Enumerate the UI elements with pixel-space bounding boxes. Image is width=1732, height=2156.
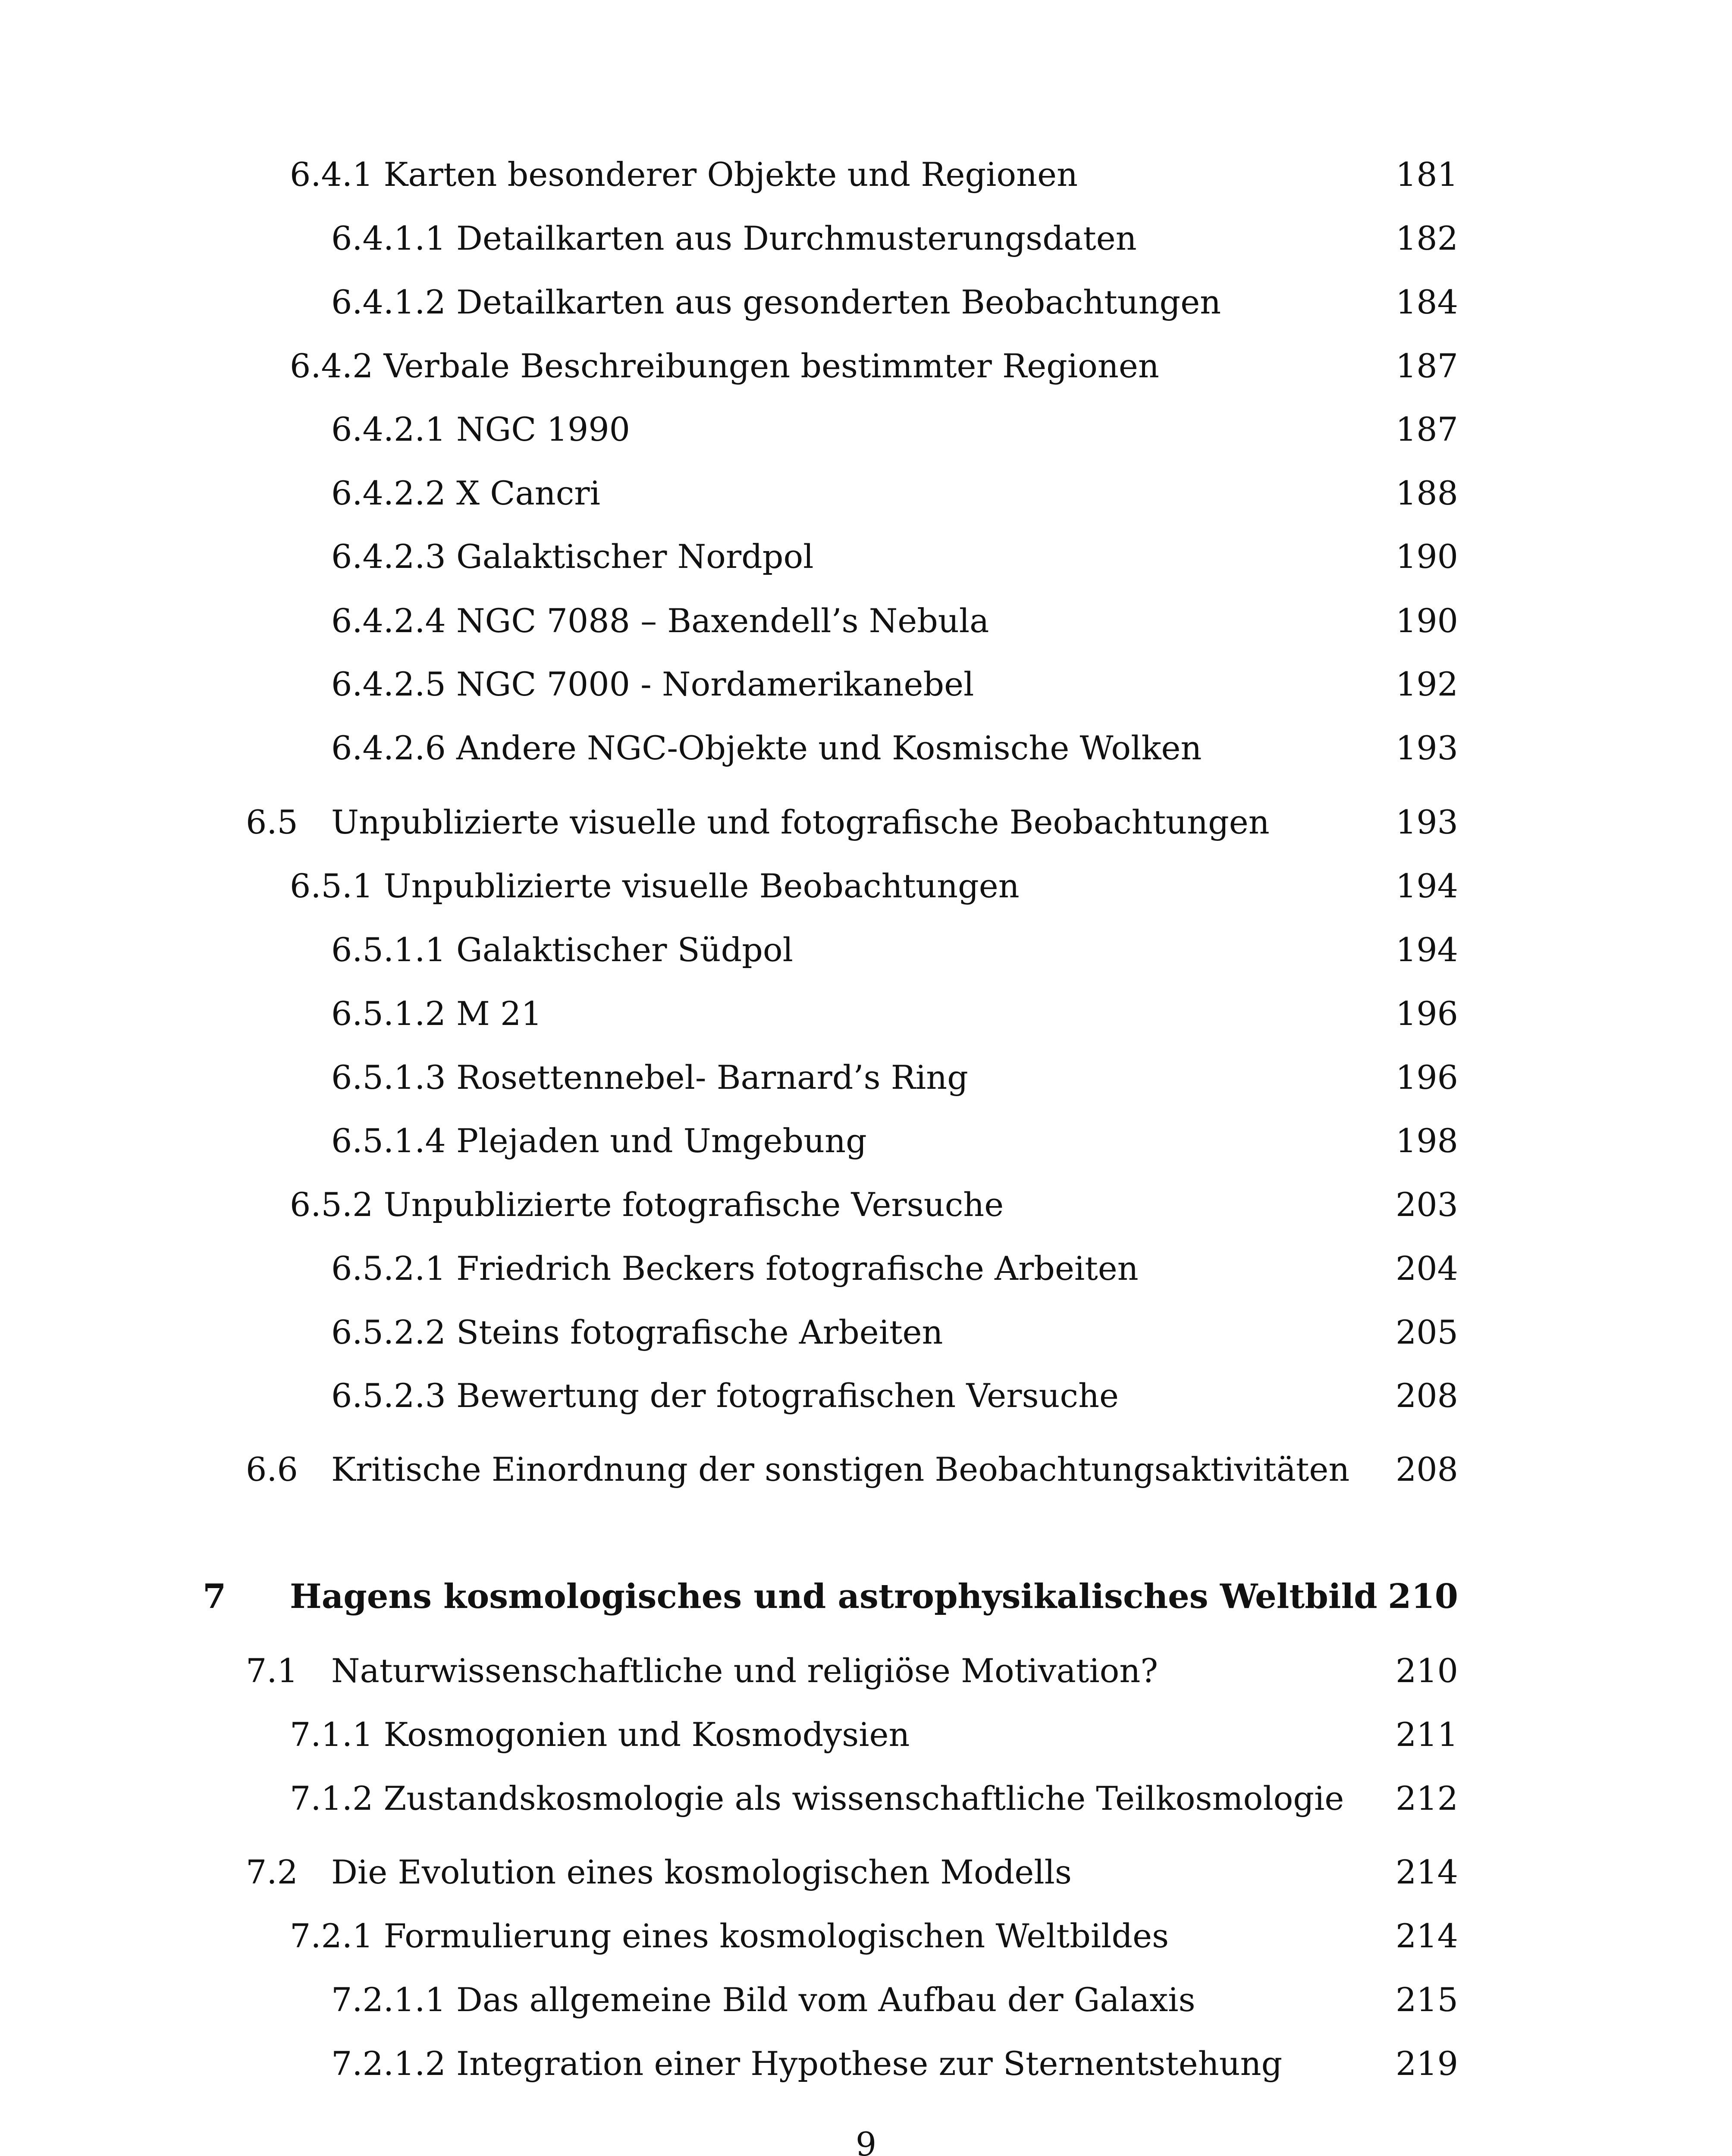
toc-entry-title: 7.2.1 Formulierung eines kosmologischen Weltbildes (290, 1917, 1169, 1955)
toc-entry (0, 1117, 1732, 1165)
toc-entry-page: 194 (1395, 931, 1458, 969)
toc-entry (0, 990, 1732, 1037)
toc-entry-page: 192 (1395, 665, 1458, 703)
toc-entry-page: 190 (1395, 537, 1458, 576)
toc-entry-title: 6.4.2.4 NGC 7088 – Baxendell’s Nebula (331, 602, 989, 640)
toc-entry-page: 193 (1395, 803, 1458, 841)
toc-entry-page: 190 (1395, 602, 1458, 640)
toc-entry-page: 214 (1395, 1853, 1458, 1891)
toc-entry-page: 193 (1395, 729, 1458, 767)
toc-entry-number: 6.5 (246, 803, 298, 841)
toc-entry-title: 6.4.2.6 Andere NGC-Objekte und Kosmische Wolken (331, 729, 1202, 767)
toc-entry-title: 6.5.2.3 Bewertung der fotografischen Versuche (331, 1376, 1119, 1415)
toc-entry-page: 181 (1395, 155, 1458, 194)
toc-entry-title: 6.4.2.3 Galaktischer Nordpol (331, 537, 814, 576)
toc-entry-title: 7.1.2 Zustandskosmologie als wissenschaftliche Teilkosmologie (290, 1779, 1344, 1818)
toc-entry (0, 279, 1732, 326)
toc-entry (0, 1309, 1732, 1356)
toc-entry-page: 196 (1395, 994, 1458, 1033)
toc-entry-title: 7.1.1 Kosmogonien und Kosmodysien (290, 1715, 910, 1754)
toc-entry (0, 1849, 1732, 1896)
toc-entry (0, 2040, 1732, 2087)
toc-chapter-entry (0, 1573, 1732, 1620)
toc-entry-title: 6.4.2.1 NGC 1990 (331, 410, 630, 448)
toc-entry-title: 6.4.2.2 X Cancri (331, 474, 600, 512)
toc-entry-page: 214 (1395, 1917, 1458, 1955)
toc-entry (0, 342, 1732, 390)
toc-entry-page: 187 (1395, 410, 1458, 448)
toc-entry-title: 6.4.1.1 Detailkarten aus Durchmusterungsdaten (331, 219, 1137, 257)
toc-entry-page: 210 (1388, 1577, 1458, 1616)
toc-entry-number: 6.6 (246, 1450, 298, 1489)
toc-entry-page: 203 (1395, 1185, 1458, 1224)
toc-entry-title: Kritische Einordnung der sonstigen Beobachtungsaktivitäten (331, 1450, 1350, 1489)
toc-entry (0, 597, 1732, 645)
toc-entry-page: 187 (1395, 347, 1458, 385)
toc-entry-title: 6.5.1.3 Rosettennebel- Barnard’s Ring (331, 1058, 968, 1097)
toc-entry-title: 6.5.2.2 Steins fotografische Arbeiten (331, 1313, 943, 1351)
toc-entry-title: 6.4.2.5 NGC 7000 - Nordamerikanebel (331, 665, 974, 703)
toc-entry (0, 926, 1732, 974)
toc-entry-page: 194 (1395, 867, 1458, 905)
toc-entry-page: 210 (1395, 1651, 1458, 1690)
toc-entry (0, 406, 1732, 453)
toc-entry-title: 6.5.2 Unpublizierte fotografische Versuche (290, 1185, 1004, 1224)
toc-entry (0, 1976, 1732, 2024)
toc-entry-title: 6.5.1.1 Galaktischer Südpol (331, 931, 793, 969)
toc-entry (0, 1054, 1732, 1101)
toc-entry-title: 7.2.1.1 Das allgemeine Bild vom Aufbau der Galaxis (331, 1981, 1195, 2019)
toc-entry-title: Die Evolution eines kosmologischen Modells (331, 1853, 1072, 1891)
toc-entry-page: 188 (1395, 474, 1458, 512)
toc-entry (0, 1647, 1732, 1695)
toc-entry-title: 6.5.1.2 M 21 (331, 994, 542, 1033)
toc-entry (0, 1181, 1732, 1228)
toc-entry-page: 196 (1395, 1058, 1458, 1097)
toc-entry-number: 7.2 (246, 1853, 298, 1891)
toc-entry-page: 198 (1395, 1122, 1458, 1160)
toc-entry-title: Unpublizierte visuelle und fotografische Beobachtungen (331, 803, 1270, 841)
toc-entry (0, 1245, 1732, 1292)
toc-entry-page: 211 (1395, 1715, 1458, 1754)
toc-entry-number: 7.1 (246, 1651, 298, 1690)
toc-entry-page: 208 (1395, 1450, 1458, 1489)
toc-entry-page: 212 (1395, 1779, 1458, 1818)
toc-entry (0, 151, 1732, 198)
toc-entry-page: 208 (1395, 1376, 1458, 1415)
toc-entry-page: 182 (1395, 219, 1458, 257)
toc-entry (0, 724, 1732, 772)
toc-entry (0, 1711, 1732, 1758)
toc-entry-number: 7 (203, 1577, 226, 1616)
toc-entry-title: 6.4.1 Karten besonderer Objekte und Regionen (290, 155, 1078, 194)
toc-entry-page: 215 (1395, 1981, 1458, 2019)
toc-entry-page: 184 (1395, 283, 1458, 321)
toc-entry (0, 533, 1732, 580)
toc-entry-page: 219 (1395, 2044, 1458, 2083)
toc-entry-title: 7.2.1.2 Integration einer Hypothese zur Sternentstehung (331, 2044, 1283, 2083)
page-number: 9 (855, 2125, 877, 2156)
toc-entry (0, 1775, 1732, 1822)
toc-entry (0, 215, 1732, 262)
toc-entry-title: 6.5.2.1 Friedrich Beckers fotografische Arbeiten (331, 1249, 1139, 1288)
toc-entry-title: 6.4.1.2 Detailkarten aus gesonderten Beobachtungen (331, 283, 1221, 321)
toc-entry (0, 1372, 1732, 1420)
toc-entry (0, 1446, 1732, 1493)
toc-entry-title: 6.5.1 Unpublizierte visuelle Beobachtungen (290, 867, 1020, 905)
toc-entry-page: 204 (1395, 1249, 1458, 1288)
toc-entry (0, 470, 1732, 517)
toc-entry-title: Naturwissenschaftliche und religiöse Motivation? (331, 1651, 1158, 1690)
toc-entry-title: 6.5.1.4 Plejaden und Umgebung (331, 1122, 867, 1160)
toc-entry-title: 6.4.2 Verbale Beschreibungen bestimmter Regionen (290, 347, 1159, 385)
toc-entry (0, 862, 1732, 910)
toc-entry (0, 661, 1732, 708)
toc-entry-title: Hagens kosmologisches und astrophysikalisches Weltbild (290, 1577, 1377, 1616)
toc-entry-page: 205 (1395, 1313, 1458, 1351)
toc-entry (0, 1912, 1732, 1960)
toc-entry (0, 799, 1732, 846)
